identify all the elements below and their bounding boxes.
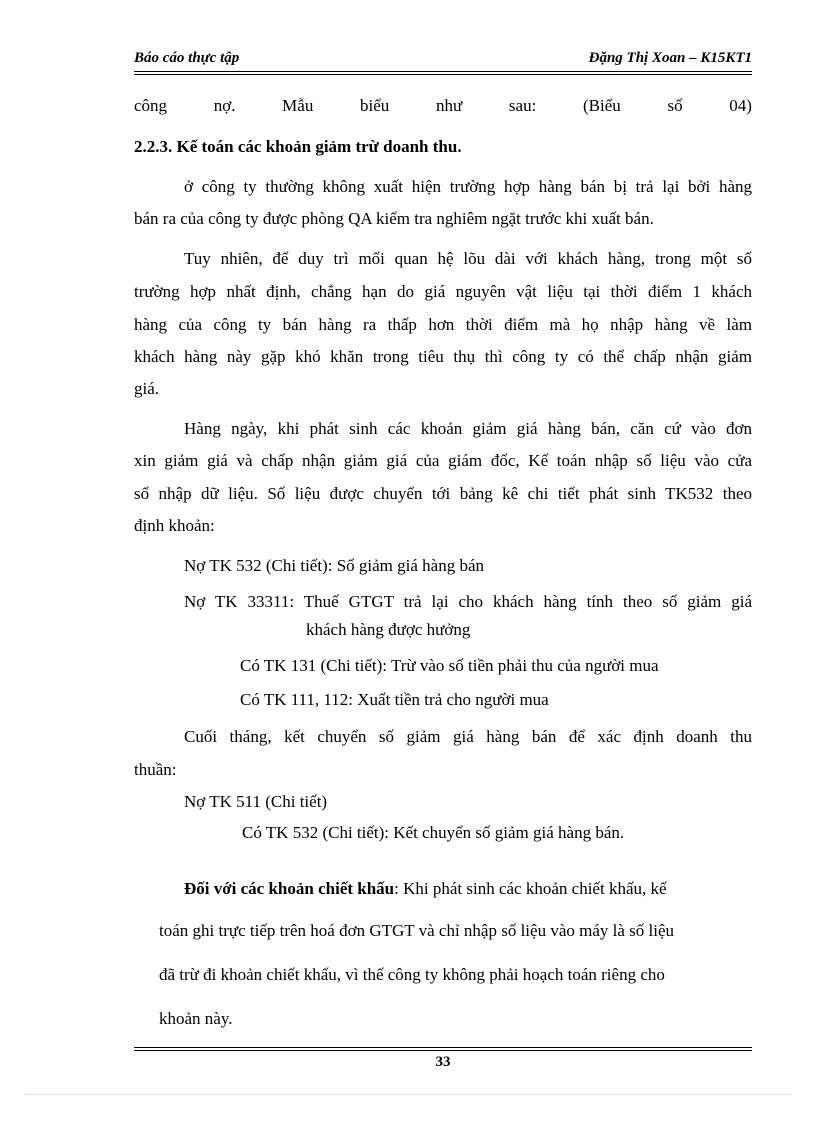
paragraph-line: xin giảm giá và chấp nhận giảm giá của giám đốc, Kế toán nhập số liệu vào cửa — [134, 451, 752, 470]
discount-lead-rest: : Khi phát sinh các khoản chiết khấu, kế — [394, 879, 667, 898]
entry-co-111: Có TK 111, 112: Xuất tiền trả cho người mua — [240, 690, 549, 709]
section-heading: 2.2.3. Kế toán các khoản giảm trừ doanh thu. — [134, 137, 462, 156]
word: 04) — [729, 96, 752, 115]
intro-line — [134, 96, 752, 116]
entry-no-511: Nợ TK 511 (Chi tiết) — [184, 792, 328, 811]
header-title: Báo cáo thực tập — [134, 50, 240, 66]
footer-rule — [134, 1047, 752, 1048]
word: Mẫu — [282, 96, 314, 115]
paragraph-line: ở công ty thường không xuất hiện trường hợp hàng bán bị trả lại bởi hàng — [184, 177, 752, 196]
paragraph-line: khách hàng này gặp khó khăn trong tiêu thụ thì công ty có thể chấp nhận giảm — [134, 347, 752, 366]
page-number: 33 — [435, 1054, 451, 1070]
paragraph-line: Tuy nhiên, để duy trì mối quan hệ lõu dài với khách hàng, trong một số — [184, 249, 752, 268]
paragraph-line: Cuối tháng, kết chuyển số giảm giá hàng bán để xác định doanh thu — [184, 727, 752, 746]
document-body — [134, 0, 752, 1040]
paragraph-line: toán ghi trực tiếp trên hoá đơn GTGT và chỉ nhập số liệu vào máy là số liệu — [159, 921, 675, 940]
word: công — [134, 96, 168, 115]
paragraph-line: khoản này. — [159, 1009, 233, 1028]
paragraph-line: sổ nhập dữ liệu. Số liệu được chuyển tới bảng kê chi tiết phát sinh TK532 theo — [134, 484, 752, 503]
word: (Biểu — [582, 96, 621, 115]
paragraph-line: định khoản: — [134, 516, 215, 535]
paragraph-line: Hàng ngày, khi phát sinh các khoản giảm giá hàng bán, căn cứ vào đơn — [184, 419, 752, 438]
header-author: Đặng Thị Xoan – K15KT1 — [588, 50, 752, 66]
discount-lead: Đối với các khoản chiết khấu — [184, 879, 395, 898]
word: số — [667, 96, 683, 115]
paragraph-line: hàng của công ty bán hàng ra thấp hơn thời điểm mà họ nhập hàng về làm — [134, 315, 752, 334]
paragraph-line: thuần: — [134, 760, 177, 779]
footer-rule-2 — [134, 1050, 752, 1051]
page-edge — [24, 1094, 792, 1095]
entry-no-532: Nợ TK 532 (Chi tiết): Số giảm giá hàng bán — [184, 556, 484, 575]
word: nợ. — [213, 96, 236, 115]
entry-no-33311: Nợ TK 33311: Thuế GTGT trả lại cho khách hàng tính theo số giảm giá — [184, 592, 752, 611]
entry-co-131: Có TK 131 (Chi tiết): Trừ vào số tiền phải thu của người mua — [240, 656, 659, 675]
paragraph-line: giá. — [134, 379, 160, 398]
entry-co-532: Có TK 532 (Chi tiết): Kết chuyển số giảm giá hàng bán. — [242, 823, 625, 842]
entry-no-33311-cont: khách hàng được hưởng — [306, 620, 471, 639]
paragraph-line: đã trừ đi khoản chiết khấu, vì thế công ty không phải hoạch toán riêng cho — [159, 965, 665, 984]
word: sau: — [508, 96, 537, 115]
word: biểu — [360, 96, 390, 115]
paragraph-line: trường hợp nhất định, chẳng hạn do giá nguyên vật liệu tại thời điểm 1 khách — [134, 282, 752, 301]
discount-paragraph-first — [184, 879, 742, 899]
paragraph-line: bán ra của công ty được phòng QA kiểm tra nghiêm ngặt trước khi xuất bán. — [134, 209, 654, 228]
word: như — [436, 96, 463, 115]
